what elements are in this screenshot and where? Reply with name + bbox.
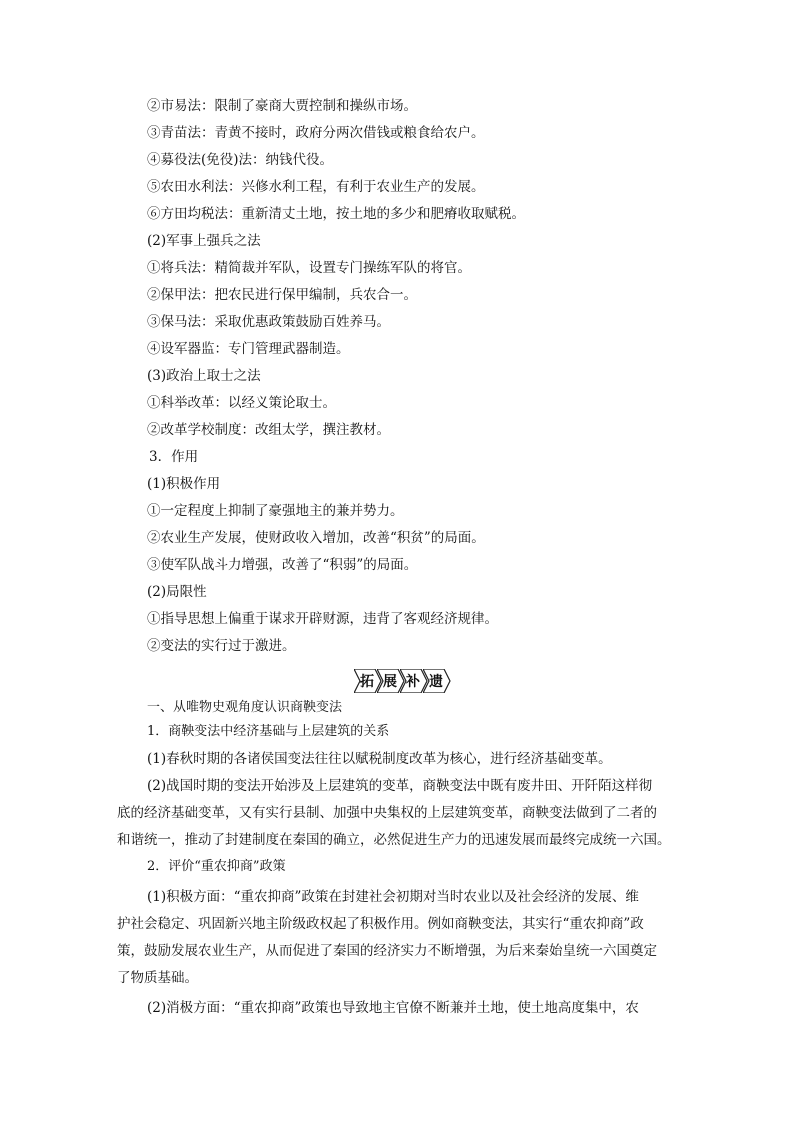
text-line: ②农业生产发展，使财政收入增加，改善“积贫”的局面。 <box>147 530 485 546</box>
subheading: (2)局限性 <box>147 584 207 600</box>
paragraph-line: 护社会稳定、巩固新兴地主阶级政权起了积极作用。例如商鞅变法，其实行“重农抑商”政 <box>117 916 644 932</box>
paragraph-line: 底的经济基础变革，又有实行县制、加强中央集权的上层建筑变革，商鞅变法做到了二者的 <box>117 805 657 821</box>
paragraph-line: (1)春秋时期的各诸侯国变法往往以赋税制度改革为核心，进行经济基础变革。 <box>147 751 612 767</box>
section-heading: 3．作用 <box>149 449 199 465</box>
text-line: ③青苗法：青黄不接时，政府分两次借钱或粮食给农户。 <box>147 125 485 141</box>
subsection-title: 2．评价“重农抑商”政策 <box>147 859 286 874</box>
text-line: ④募役法(免役)法：纳钱代役。 <box>147 152 334 168</box>
text-line: ①指导思想上偏重于谋求开辟财源，违背了客观经济规律。 <box>147 611 498 627</box>
section-title: 一、从唯物史观角度认识商鞅变法 <box>147 700 343 715</box>
text-line: ②变法的实行过于激进。 <box>147 638 296 654</box>
banner-chevron <box>423 669 449 693</box>
banner-char: 展 <box>383 674 397 690</box>
text-line: ④设军器监：专门管理武器制造。 <box>147 341 350 357</box>
paragraph-line: (2)战国时期的变法开始涉及上层建筑的变革，商鞅变法中既有废井田、开阡陌这样彻 <box>147 778 653 794</box>
text-line: ③保马法：采取优惠政策鼓励百姓养马。 <box>147 314 390 330</box>
text-line: ②保甲法：把农民进行保甲编制，兵农合一。 <box>147 287 417 303</box>
paragraph-line: (1)积极方面：“重农抑商”政策在封建社会初期对当时农业以及社会经济的发展、维 <box>147 889 639 905</box>
paragraph-line: 和谐统一，推动了封建制度在秦国的确立，必然促进生产力的迅速发展而最终完成统一六国。 <box>117 832 671 848</box>
subsection-title: 1．商鞅变法中经济基础与上层建筑的关系 <box>147 724 390 739</box>
text-line: ⑤农田水利法：兴修水利工程，有利于农业生产的发展。 <box>147 179 485 195</box>
paragraph-line: (2)消极方面：“重农抑商”政策也导致地主官僚不断兼并土地，使土地高度集中，农 <box>147 1000 639 1016</box>
text-line: ①科举改革：以经义策论取士。 <box>147 395 336 411</box>
text-line: ⑥方田均税法：重新清丈土地，按土地的多少和肥瘠收取赋税。 <box>147 206 525 222</box>
subheading: (3)政治上取士之法 <box>147 368 261 384</box>
banner-char: 补 <box>406 674 420 690</box>
paragraph-line: 策，鼓励发展农业生产，从而促进了秦国的经济实力不断增强，为后来秦始皇统一六国奠定 <box>117 943 657 959</box>
text-line: ②改革学校制度：改组太学，撰注教材。 <box>147 422 390 438</box>
paragraph-line: 了物质基础。 <box>117 970 198 986</box>
text-line: ③使军队战斗力增强，改善了“积弱”的局面。 <box>147 557 418 573</box>
section-banner <box>354 669 446 693</box>
text-line: ①一定程度上抑制了豪强地主的兼并势力。 <box>147 503 404 519</box>
subheading: (2)军事上强兵之法 <box>147 233 261 249</box>
text-line: ①将兵法：精简裁并军队，设置专门操练军队的将官。 <box>147 260 471 276</box>
subheading: (1)积极作用 <box>147 476 221 492</box>
banner-char: 拓 <box>360 674 374 690</box>
banner-char: 遗 <box>429 674 443 690</box>
text-line: ②市易法：限制了豪商大贾控制和操纵市场。 <box>147 98 417 114</box>
